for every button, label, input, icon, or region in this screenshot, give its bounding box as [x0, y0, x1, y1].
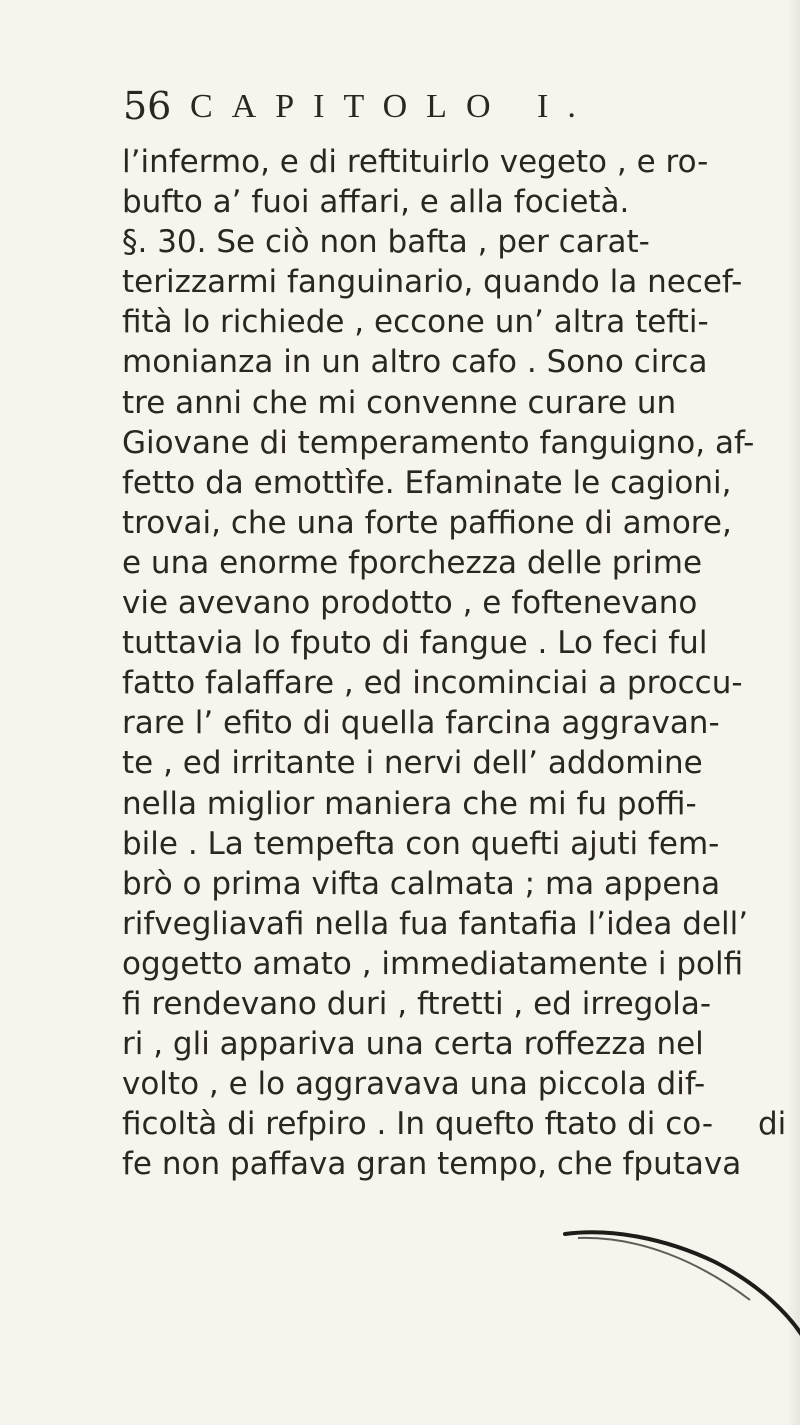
text-line: rare l’ efito di quella farcina aggravan- [122, 705, 720, 742]
catchword: di [758, 1106, 787, 1142]
page-number: 56 [123, 84, 172, 128]
text-line: fità lo richiede , eccone un’ altra tefti- [122, 304, 709, 341]
text-line: §. 30. Se ciò non bafta , per carat- [122, 224, 650, 261]
text-line: te , ed irritante i nervi dell’ addomine [122, 745, 703, 782]
text-line: brò o prima vifta calmata ; ma appena [122, 865, 721, 902]
text-line: trovai, che una forte paffione di amore, [122, 504, 732, 541]
text-line: fetto da emottìfe. Efaminate le cagioni, [122, 464, 732, 501]
text-line: oggetto amato , immediatamente i polfi [122, 945, 744, 982]
text-line: tuttavia lo fputo di fangue . Lo feci ful [122, 625, 708, 662]
text-line: terizzarmi fanguinario, quando la necef- [122, 264, 743, 301]
text-line: ficoltà di refpiro . In quefto ftato di co- [122, 1106, 714, 1143]
text-line: volto , e lo aggravava una piccola dif- [122, 1066, 706, 1103]
text-line: bile . La tempefta con quefti ajuti fem- [122, 825, 720, 862]
text-line: ri , gli appariva una certa roffezza nel [122, 1026, 704, 1063]
text-line: nella miglior maniera che mi fu poffi- [122, 785, 697, 822]
text-line: fi rendevano duri , ftretti , ed irregola- [122, 985, 712, 1022]
text-line: Giovane di temperamento fanguigno, af- [122, 424, 755, 461]
text-line: vie avevano prodotto , e foftenevano [122, 585, 698, 622]
text-line: rifvegliavafi nella fua fantafia l’idea dell’ [122, 905, 749, 942]
text-line: tre anni che mi convenne curare un [122, 384, 677, 421]
text-line: l’infermo, e di reftituirlo vegeto , e ro- [122, 144, 709, 180]
text-line: fatto falaffare , ed incominciai a proccu- [122, 665, 743, 702]
running-title: CAPITOLO I. [190, 88, 595, 125]
text-line: bufto a’ fuoi affari, e alla focietà. [122, 184, 630, 221]
text-line: fe non paffava gran tempo, che fputava [122, 1146, 742, 1183]
text-line: e una enorme fporchezza delle prime [122, 544, 703, 581]
text-line: monianza in un altro cafo . Sono circa [122, 344, 708, 381]
